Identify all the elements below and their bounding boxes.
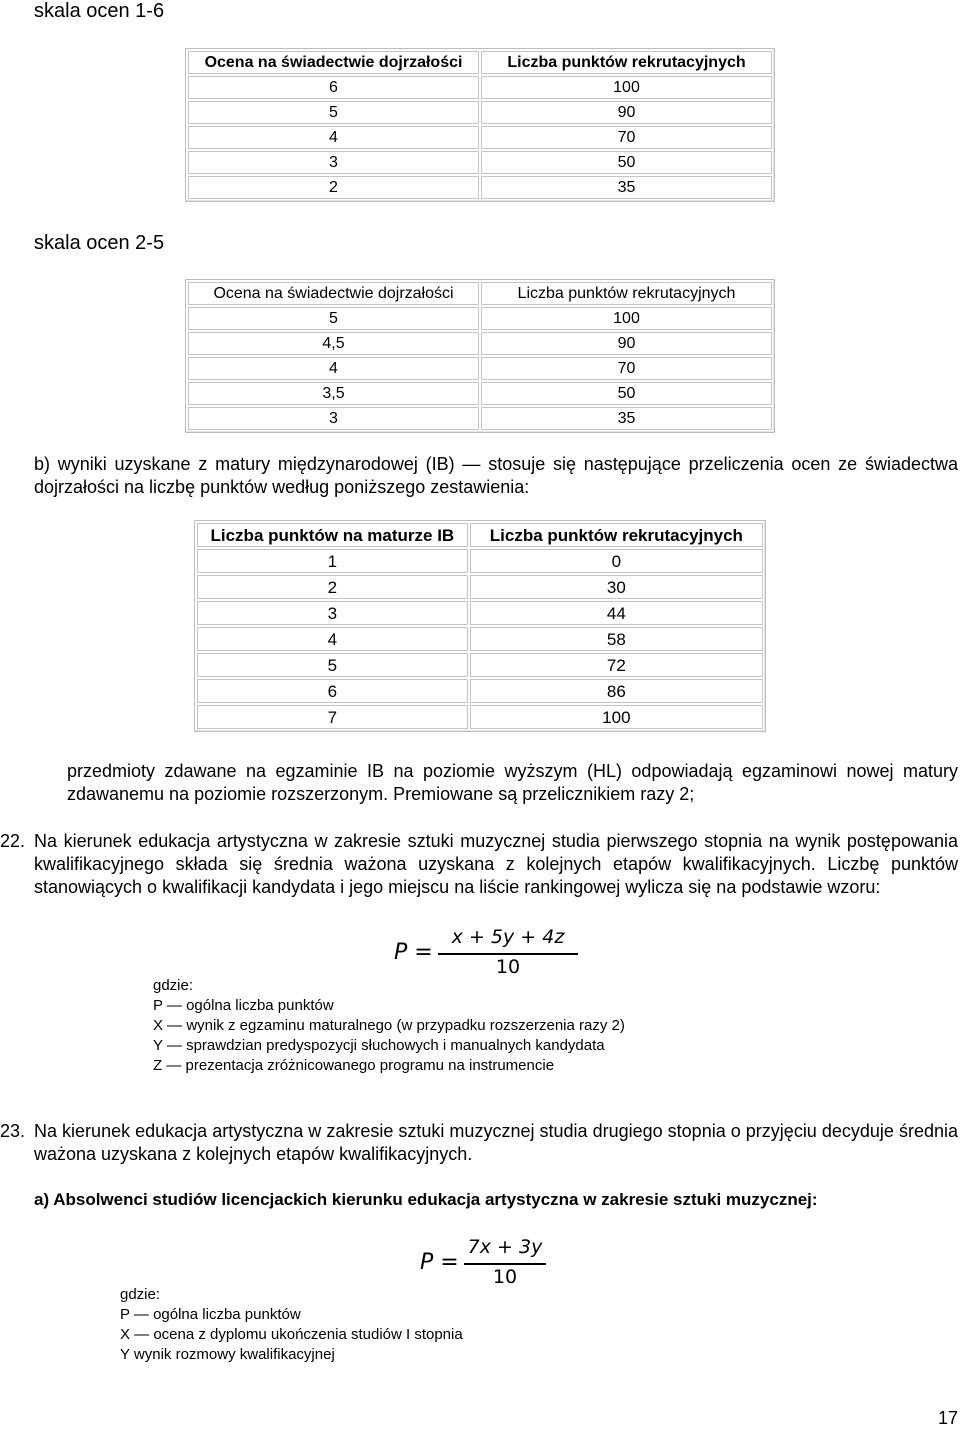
table-cell: 5: [188, 101, 479, 124]
table-cell: 4: [188, 126, 479, 149]
table-cell: 0: [470, 549, 763, 573]
item-22: [0, 830, 958, 899]
table-cell: 2: [197, 575, 468, 599]
table-cell: 30: [470, 575, 763, 599]
table-cell: 3: [188, 407, 479, 430]
where-label: gdzie:: [153, 977, 194, 994]
column-header: Ocena na świadectwie dojrzałości: [188, 282, 479, 305]
table-row: [188, 76, 772, 99]
table-cell: 5: [188, 307, 479, 330]
table-cell: 44: [470, 601, 763, 625]
table-cell: 35: [481, 407, 772, 430]
legend-item: X — wynik z egzaminu maturalnego (w przypadku rozszerzenia razy 2): [153, 1017, 625, 1034]
table-row: [188, 357, 772, 380]
table-cell: 3,5: [188, 382, 479, 405]
table-cell: 100: [481, 76, 772, 99]
scale-2-5-heading: skala ocen 2-5: [34, 232, 165, 254]
page-number: 17: [937, 1408, 958, 1428]
item-23-text: Na kierunek edukacja artystyczna w zakresie sztuki muzycznej studia drugiego stopnia o przyjęciu decyduje średnia ważona uzyskana z kolejnych etapów kwalifikacyjnych.: [34, 1121, 958, 1164]
table-row: [188, 176, 772, 199]
table-cell: 90: [481, 101, 772, 124]
formula-fraction: [438, 926, 578, 978]
table-cell: 100: [481, 307, 772, 330]
table-header-row: [197, 523, 763, 547]
table-cell: 6: [188, 76, 479, 99]
legend-item: P — ogólna liczba punktów: [153, 997, 334, 1014]
fraction-bar: [438, 953, 578, 955]
fraction-bar: [464, 1263, 546, 1265]
table-row: [188, 307, 772, 330]
formula-22: [394, 926, 584, 982]
scale-1-6-heading: skala ocen 1-6: [34, 0, 165, 22]
table-cell: 50: [481, 382, 772, 405]
scale-2-5-table: [185, 279, 775, 433]
table-row: [197, 601, 763, 625]
table-header-row: [188, 282, 772, 305]
table-cell: 86: [470, 679, 763, 703]
table-row: [197, 549, 763, 573]
table-cell: 3: [188, 151, 479, 174]
table-row: [197, 705, 763, 729]
item-23-subheading: a) Absolwenci studiów licencjackich kierunku edukacja artystyczna w zakresie sztuki muzycznej:: [34, 1190, 818, 1209]
ib-note-paragraph: przedmioty zdawane na egzaminie IB na poziomie wyższym (HL) odpowiadają egzaminowi nowej matury zdawanemu na poziomie rozszerzonym. Premiowane są przelicznikiem razy 2;: [67, 761, 958, 804]
table-row: [197, 627, 763, 651]
table-cell: 5: [197, 653, 468, 677]
table-cell: 50: [481, 151, 772, 174]
table-cell: 72: [470, 653, 763, 677]
ib-intro-paragraph: b) wyniki uzyskane z matury międzynarodowej (IB) — stosuje się następujące przeliczenia ocen ze świadectwa dojrzałości na liczbę punktów według poniższego zestawienia:: [34, 454, 958, 497]
legend-item: Y — sprawdzian predyspozycji słuchowych i manualnych kandydata: [153, 1037, 605, 1054]
column-header: Liczba punktów rekrutacyjnych: [470, 523, 763, 547]
table-cell: 4: [188, 357, 479, 380]
formula-23: [420, 1236, 550, 1292]
table-cell: 6: [197, 679, 468, 703]
where-label: gdzie:: [120, 1286, 161, 1303]
legend-item: P — ogólna liczba punktów: [120, 1306, 301, 1323]
formula-denominator: 10: [495, 956, 521, 978]
table-cell: 70: [481, 126, 772, 149]
table-cell: 90: [481, 332, 772, 355]
table-cell: 7: [197, 705, 468, 729]
table-row: [188, 332, 772, 355]
table-row: [197, 653, 763, 677]
item-23-number: 23.: [0, 1121, 26, 1141]
formula-denominator: 10: [492, 1266, 518, 1288]
table-cell: 35: [481, 176, 772, 199]
table-cell: 58: [470, 627, 763, 651]
legend-item: X — ocena z dyplomu ukończenia studiów I stopnia: [120, 1326, 463, 1343]
column-header: Liczba punktów rekrutacyjnych: [481, 282, 772, 305]
table-cell: 70: [481, 357, 772, 380]
item-22-number: 22.: [0, 831, 26, 851]
table-row: [188, 407, 772, 430]
table-cell: 3: [197, 601, 468, 625]
formula-lhs: P =: [420, 1250, 459, 1275]
legend-item: Y wynik rozmowy kwalifikacyjnej: [120, 1346, 335, 1363]
scale-1-6-table: [185, 48, 775, 202]
table-cell: 1: [197, 549, 468, 573]
table-row: [197, 575, 763, 599]
column-header: Ocena na świadectwie dojrzałości: [188, 51, 479, 74]
table-header-row: [188, 51, 772, 74]
table-cell: 2: [188, 176, 479, 199]
table-row: [188, 151, 772, 174]
table-cell: 100: [470, 705, 763, 729]
column-header: Liczba punktów rekrutacyjnych: [481, 51, 772, 74]
column-header: Liczba punktów na maturze IB: [197, 523, 468, 547]
formula-fraction: [464, 1236, 546, 1288]
table-row: [188, 126, 772, 149]
legend-23: [120, 1285, 463, 1365]
formula-numerator: x + 5y + 4z: [451, 926, 565, 948]
item-23: [0, 1120, 958, 1166]
legend-22: [153, 976, 625, 1076]
formula-lhs: P =: [394, 940, 433, 965]
table-cell: 4,5: [188, 332, 479, 355]
formula-numerator: 7x + 3y: [467, 1236, 543, 1258]
ib-conversion-table: [194, 520, 766, 732]
table-row: [188, 101, 772, 124]
table-cell: 4: [197, 627, 468, 651]
table-row: [197, 679, 763, 703]
item-22-text: Na kierunek edukacja artystyczna w zakresie sztuki muzycznej studia pierwszego stopnia na wynik postępowania kwalifikacyjnego składa się średnia ważona uzyskana z kolejnych etapów kwalifikacyjnych. Liczbę punktów stanowiących o kwalifikacji kandydata i jego miejscu na liście rankingowej wylicza się na podstawie wzoru:: [34, 831, 958, 897]
table-row: [188, 382, 772, 405]
legend-item: Z — prezentacja zróżnicowanego programu na instrumencie: [153, 1057, 555, 1074]
